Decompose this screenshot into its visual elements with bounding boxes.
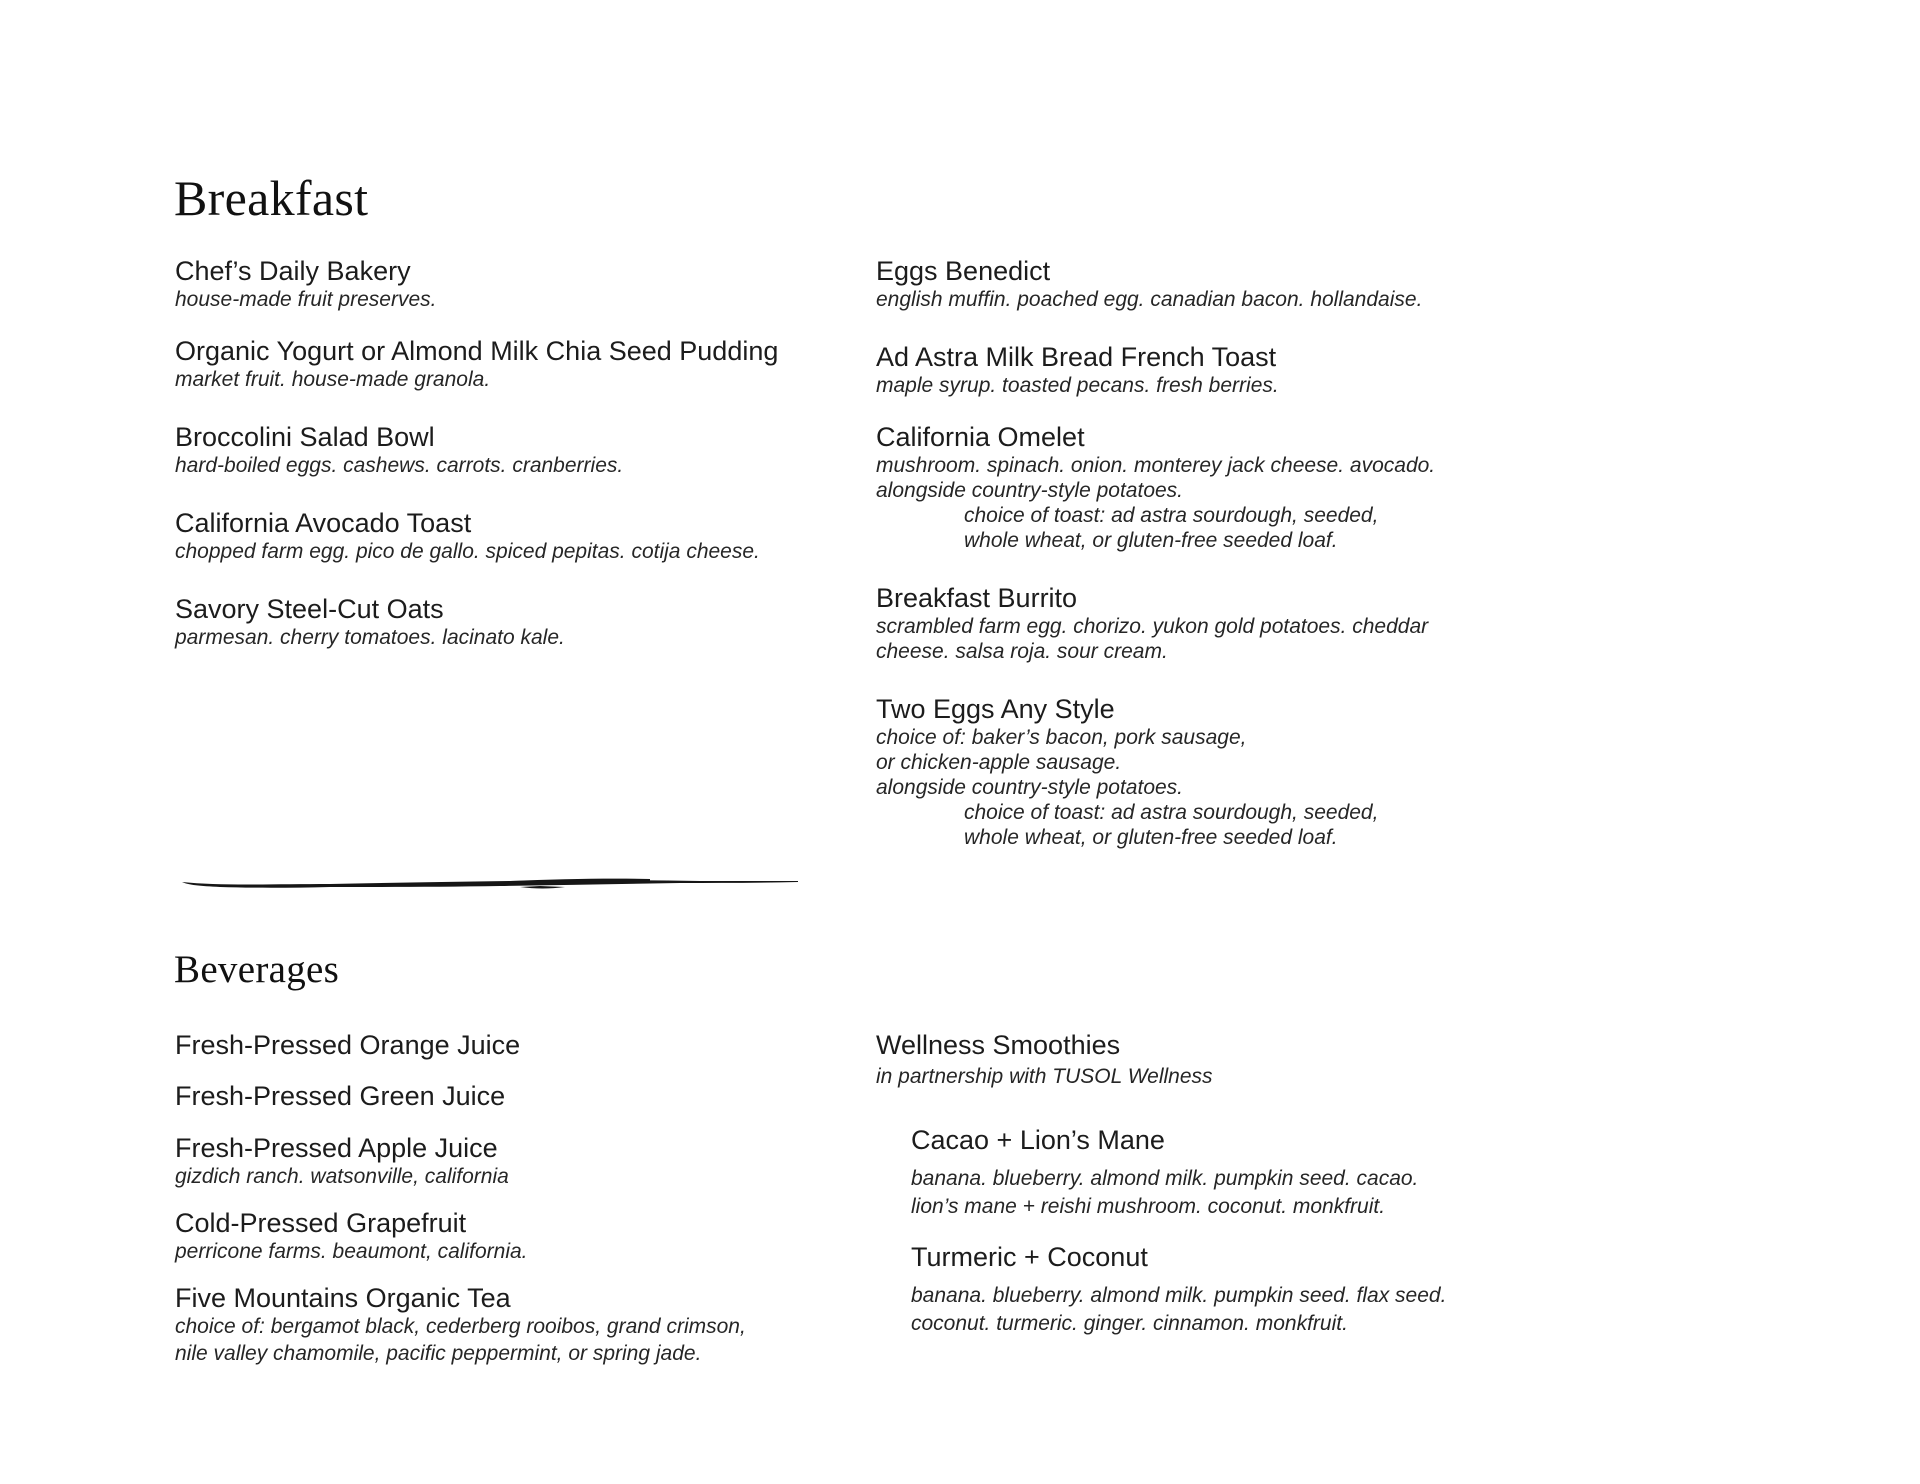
menu-item <box>175 1132 855 1189</box>
menu-item <box>175 1080 855 1112</box>
item-name: Chef’s Daily Bakery <box>175 256 411 286</box>
item-desc: market fruit. house-made granola. <box>175 368 491 391</box>
smoothie-item <box>911 1124 1591 1221</box>
toast-choice: choice of toast: ad astra sourdough, seeded, <box>964 504 1379 527</box>
item-desc: coconut. turmeric. ginger. cinnamon. monkfruit. <box>911 1312 1348 1335</box>
item-desc: mushroom. spinach. onion. monterey jack cheese. avocado. <box>876 454 1436 477</box>
menu-item <box>876 341 1556 398</box>
item-desc: nile valley chamomile, pacific peppermint, or spring jade. <box>175 1342 702 1365</box>
smoothies-subtitle: in partnership with TUSOL Wellness <box>876 1065 1213 1088</box>
item-desc: hard-boiled eggs. cashews. carrots. cranberries. <box>175 454 624 477</box>
item-desc: or chicken-apple sausage. <box>876 751 1122 774</box>
item-desc: chopped farm egg. pico de gallo. spiced pepitas. cotija cheese. <box>175 540 760 563</box>
item-desc: lion’s mane + reishi mushroom. coconut. monkfruit. <box>911 1195 1386 1218</box>
item-desc: choice of: baker’s bacon, pork sausage, <box>876 726 1247 749</box>
item-desc: gizdich ranch. watsonville, california <box>175 1165 509 1188</box>
toast-choice: choice of toast: ad astra sourdough, seeded, <box>964 801 1379 824</box>
item-name: Savory Steel-Cut Oats <box>175 594 444 624</box>
item-name: Cold-Pressed Grapefruit <box>175 1208 467 1238</box>
menu-item <box>175 335 855 392</box>
item-name: Broccolini Salad Bowl <box>175 422 435 452</box>
item-desc: banana. blueberry. almond milk. pumpkin seed. flax seed. <box>911 1284 1447 1307</box>
menu-item <box>876 255 1556 312</box>
menu-item <box>175 507 855 564</box>
item-desc: banana. blueberry. almond milk. pumpkin seed. cacao. <box>911 1167 1419 1190</box>
smoothie-item <box>911 1241 1591 1338</box>
menu-item <box>876 582 1556 664</box>
smoothies-title: Wellness Smoothies <box>876 1030 1121 1060</box>
smoothies-header <box>876 1029 1556 1089</box>
toast-choice: whole wheat, or gluten-free seeded loaf. <box>964 529 1338 552</box>
item-desc: house-made fruit preserves. <box>175 288 437 311</box>
item-name: Fresh-Pressed Orange Juice <box>175 1030 521 1060</box>
item-desc: maple syrup. toasted pecans. fresh berries. <box>876 374 1279 397</box>
item-desc: choice of: bergamot black, cederberg rooibos, grand crimson, <box>175 1315 746 1338</box>
item-name: Two Eggs Any Style <box>876 694 1115 724</box>
item-desc: cheese. salsa roja. sour cream. <box>876 640 1168 663</box>
breakfast-title: Breakfast <box>174 170 369 226</box>
item-name: Organic Yogurt or Almond Milk Chia Seed Pudding <box>175 336 779 366</box>
item-name: Fresh-Pressed Green Juice <box>175 1081 506 1111</box>
item-name: Breakfast Burrito <box>876 583 1078 613</box>
item-desc: alongside country-style potatoes. <box>876 479 1184 502</box>
item-desc: scrambled farm egg. chorizo. yukon gold potatoes. cheddar <box>876 615 1429 638</box>
brush-stroke-divider <box>180 872 800 896</box>
item-name: Ad Astra Milk Bread French Toast <box>876 342 1277 372</box>
item-name: Eggs Benedict <box>876 256 1051 286</box>
item-name: California Avocado Toast <box>175 508 472 538</box>
item-name: Five Mountains Organic Tea <box>175 1283 511 1313</box>
toast-choice: whole wheat, or gluten-free seeded loaf. <box>964 826 1338 849</box>
menu-item <box>876 693 1556 850</box>
item-desc: alongside country-style potatoes. <box>876 776 1184 799</box>
menu-item <box>175 421 855 478</box>
item-name: Fresh-Pressed Apple Juice <box>175 1133 498 1163</box>
item-name: Turmeric + Coconut <box>911 1242 1148 1272</box>
menu-item <box>175 1029 855 1061</box>
menu-item <box>175 1282 855 1366</box>
item-desc: parmesan. cherry tomatoes. lacinato kale. <box>175 626 565 649</box>
item-name: California Omelet <box>876 422 1085 452</box>
menu-item <box>175 255 855 312</box>
menu-item <box>175 593 855 650</box>
beverages-title: Beverages <box>174 948 340 991</box>
menu-item <box>175 1207 855 1264</box>
item-desc: english muffin. poached egg. canadian bacon. hollandaise. <box>876 288 1423 311</box>
item-name: Cacao + Lion’s Mane <box>911 1125 1165 1155</box>
item-desc: perricone farms. beaumont, california. <box>175 1240 528 1263</box>
menu-item <box>876 421 1556 553</box>
